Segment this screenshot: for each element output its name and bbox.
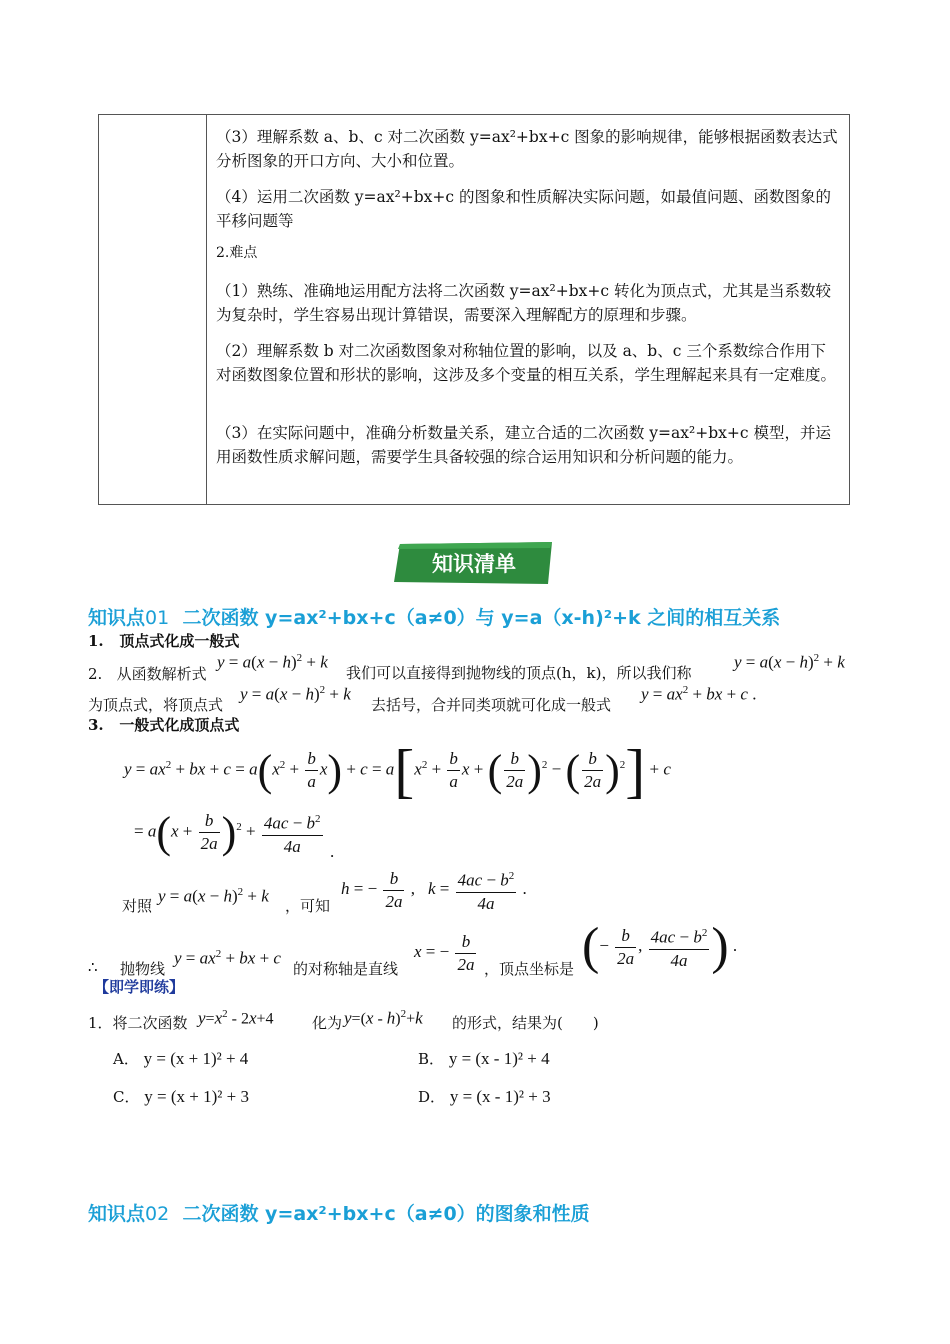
question-function: $y=x^2 - 2x+4$	[198, 1008, 274, 1028]
banner-shape-icon	[392, 540, 555, 586]
table-paragraph: （2）理解系数 b 对二次函数图象对称轴位置的影响，以及 a、b、c 三个系数综合作用下对函数图象位置和形状的影响，这涉及多个变量的相互关系，学生理解起来具有一定难度。	[216, 342, 837, 384]
axis-formula: x = − $\frac{b}{2a}$	[414, 931, 475, 974]
vertex-coordinates: (− $\frac{b}{2a}$ , $\frac{4ac - b^2}{4a}$ ) .	[582, 918, 738, 976]
table-paragraph: （4）运用二次函数 y=ax²+bx+c 的图象和性质解决实际问题，如最值问题、函数图象的平移问题等	[216, 188, 831, 230]
h-formula: h = − $\frac{b}{2a}$ ,	[341, 868, 415, 911]
table-paragraph: （1）熟练、准确地运用配方法将二次函数 y=ax²+bx+c 转化为顶点式，尤其是当系数较为复杂时，学生容易出现计算错误，需要深入理解配方的原理和步骤。	[216, 282, 831, 324]
text-fragment: ，顶点坐标是	[484, 960, 575, 978]
vertex-form-formula: $y = a(x - h)^2 + k$	[158, 886, 269, 906]
period: .	[330, 842, 335, 861]
list-item: 3. 一般式化成顶点式	[88, 716, 240, 734]
text-fragment: 抛物线	[120, 960, 166, 978]
question-target-form: y=(x - h)$^2$+k	[344, 1008, 423, 1028]
general-form-formula: $y = ax^2$ + bx + c .	[641, 684, 757, 704]
vertex-form-formula: $y = a(x - h)^2 + k$	[240, 684, 351, 704]
general-form-formula: $y = ax^2$ + bx + c	[174, 948, 281, 968]
option-d[interactable]: D． y = (x - 1)² + 3	[418, 1087, 551, 1106]
vertex-form-formula: $y = a(x - h)^2 + k$	[734, 652, 845, 672]
option-b[interactable]: B． y = (x - 1)² + 4	[418, 1049, 550, 1068]
derivation-step-2: = a(x + $\frac{b}{2a}$ )$^2$ + $\frac{4ac - b^2}{4a}$	[134, 807, 321, 857]
derivation-step-1: $y = ax^2$ + bx + $c = a(x^2$ + $\frac{b}{a}$ $x) + c = a[x^2$ + $\frac{b}{a}$ x + ( $\frac{b}{2a}$ )$^2$ − ( $\frac{b}{2a}$ )$^2$] + c	[124, 737, 671, 804]
question-1: 1．将二次函数	[88, 1014, 188, 1032]
list-item: 2. 从函数解析式	[88, 665, 207, 683]
vertex-form-formula: $y = a(x - h)^2 + k$	[217, 652, 328, 672]
text-fragment: ，可知	[285, 897, 331, 915]
table-divider	[206, 115, 207, 504]
therefore-symbol: ∴	[88, 958, 98, 976]
list-item: 1. 顶点式化成一般式	[88, 632, 240, 650]
section-heading-2: 知识点02 二次函数 y=ax²+bx+c（a≠0）的图象和性质	[88, 1203, 590, 1225]
text-fragment: 的形式，结果为( )	[452, 1014, 599, 1032]
table-paragraph: （3）理解系数 a、b、c 对二次函数 y=ax²+bx+c 图象的影响规律，能够根据函数表达式分析图象的开口方向、大小和位置。	[216, 128, 838, 170]
text-fragment: 化为	[312, 1014, 343, 1032]
text-fragment: 为顶点式，将顶点式	[88, 696, 224, 714]
objectives-table	[98, 114, 850, 505]
knowledge-banner	[392, 540, 555, 586]
practice-label: 【即学即练】	[94, 978, 185, 996]
difficulty-label: 2.难点	[216, 245, 258, 261]
text-fragment: 的对称轴是直线	[293, 960, 399, 978]
option-c[interactable]: C． y = (x + 1)² + 3	[113, 1087, 249, 1106]
k-formula: k = $\frac{4ac - b^2}{4a}$ .	[428, 862, 527, 916]
table-paragraph: （3）在实际问题中，准确分析数量关系，建立合适的二次函数 y=ax²+bx+c 模型，并运用函数性质求解问题，需要学生具备较强的综合运用知识和分析问题的能力。	[216, 424, 831, 466]
text-fragment: 我们可以直接得到抛物线的顶点(h，k)，所以我们称	[346, 664, 692, 682]
banner-label: 知识清单	[432, 552, 516, 576]
option-a[interactable]: A． y = (x + 1)² + 4	[113, 1049, 249, 1068]
section-heading-1: 知识点01 二次函数 y=ax²+bx+c（a≠0）与 y=a（x-h)²+k 之间的相互关系	[88, 607, 781, 629]
text-fragment: 对照	[122, 897, 153, 915]
text-fragment: 去括号，合并同类项就可化成一般式	[371, 696, 612, 714]
